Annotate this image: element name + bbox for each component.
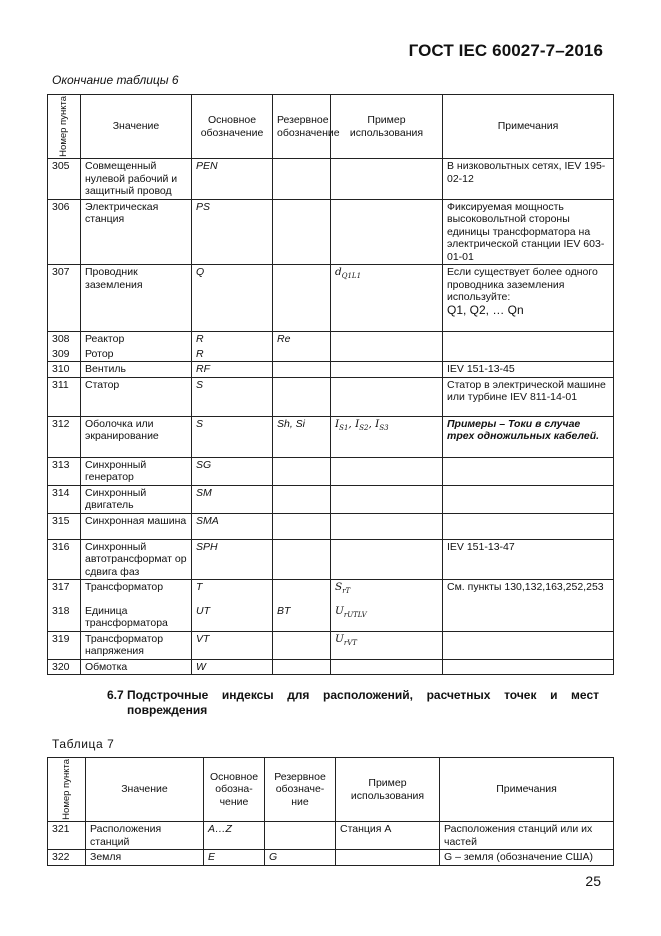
col-header-main: Основное обозна-чение — [204, 758, 265, 822]
table-row — [48, 631, 614, 659]
row-meaning: Совмещенный нулевой рабочий и защитный провод — [81, 159, 192, 200]
row-num: 308 — [48, 332, 81, 347]
row-example: $U_{rVT}$ — [331, 631, 443, 659]
row-notes — [443, 485, 614, 513]
row-notes: IEV 151-13-45 — [443, 362, 614, 378]
row-notes — [443, 659, 614, 675]
row-num: 318 — [48, 604, 81, 632]
row-meaning: Ротор — [81, 347, 192, 362]
row-reserve — [273, 631, 331, 659]
table6-caption: Окончание таблицы 6 — [52, 73, 179, 87]
section-heading — [107, 688, 599, 718]
row-num: 305 — [48, 159, 81, 200]
row-main: PS — [192, 199, 273, 265]
row-example — [331, 457, 443, 485]
table7-header-row — [48, 758, 614, 822]
row-meaning: Трансформатор напряжения — [81, 631, 192, 659]
standard-header: ГОСТ IEC 60027-7–2016 — [408, 41, 603, 60]
row-reserve: BT — [273, 604, 331, 632]
row-notes: См. пункты 130,132,163,252,253 — [443, 580, 614, 632]
table-row — [48, 362, 614, 378]
row-num: 314 — [48, 485, 81, 513]
table-row — [48, 377, 614, 416]
row-main: SG — [192, 457, 273, 485]
row-notes: В низковольтных сетях, IEV 195-02-12 — [443, 159, 614, 200]
row-main: T — [192, 580, 273, 604]
table-row — [48, 265, 614, 332]
row-meaning: Синхронный автотрансформат ор сдвига фаз — [81, 539, 192, 580]
row-main: W — [192, 659, 273, 675]
row-notes — [443, 513, 614, 539]
row-main: SMA — [192, 513, 273, 539]
col-header-num: Номер пункта — [48, 758, 86, 822]
row-meaning: Оболочка или экранирование — [81, 416, 192, 457]
row-reserve — [273, 539, 331, 580]
table-row — [48, 539, 614, 580]
row-example — [336, 850, 440, 866]
col-header-example: Пример использования — [336, 758, 440, 822]
row-meaning: Расположения станций — [86, 822, 204, 850]
row-num: 312 — [48, 416, 81, 457]
table-row — [48, 659, 614, 675]
col-header-main: Основное обозначение — [192, 95, 273, 159]
row-example — [331, 377, 443, 416]
row-meaning: Единица трансформатора — [81, 604, 192, 632]
row-reserve — [273, 265, 331, 332]
table7-caption: Таблица 7 — [52, 737, 115, 751]
table-row — [48, 822, 614, 850]
row-notes: Фиксируемая мощность высоковольтной стороны единицы трансформатора на электрической станции IEV 603-01-01 — [443, 199, 614, 265]
row-example: $U_{rUTLV}$ — [331, 604, 443, 632]
row-reserve — [273, 485, 331, 513]
table-6 — [47, 94, 614, 675]
row-num: 311 — [48, 377, 81, 416]
row-example — [331, 513, 443, 539]
row-main: E — [204, 850, 265, 866]
section-title: Подстрочные индексы для расположений, расчетных точек и мест повреждения — [127, 688, 599, 717]
row-meaning: Вентиль — [81, 362, 192, 378]
row-meaning: Синхронная машина — [81, 513, 192, 539]
row-num: 310 — [48, 362, 81, 378]
table-row — [48, 485, 614, 513]
row-num: 306 — [48, 199, 81, 265]
row-main: UT — [192, 604, 273, 632]
row-reserve — [273, 580, 331, 604]
table-row — [48, 159, 614, 200]
row-meaning: Трансформатор — [81, 580, 192, 604]
row-main: SPH — [192, 539, 273, 580]
row-main: VT — [192, 631, 273, 659]
section-number: 6.7 — [107, 688, 124, 702]
row-notes: Примеры – Токи в случае трех одножильных кабелей. — [443, 416, 614, 457]
row-notes: G – земля (обозначение США) — [440, 850, 614, 866]
row-meaning: Земля — [86, 850, 204, 866]
row-reserve: G — [265, 850, 336, 866]
row-notes — [443, 631, 614, 659]
row-notes: Расположения станций или их частей — [440, 822, 614, 850]
row-reserve — [265, 822, 336, 850]
table-row — [48, 513, 614, 539]
row-reserve — [273, 377, 331, 416]
row-reserve — [273, 659, 331, 675]
row-num: 317 — [48, 580, 81, 604]
table-7 — [47, 757, 614, 866]
row-reserve: Re — [273, 332, 331, 347]
row-notes: IEV 151-13-47 — [443, 539, 614, 580]
row-example — [331, 659, 443, 675]
table-row — [48, 347, 614, 362]
row-example — [331, 199, 443, 265]
row-num: 321 — [48, 822, 86, 850]
row-main: R — [192, 332, 273, 347]
row-reserve: Sh, Si — [273, 416, 331, 457]
row-meaning: Синхронный двигатель — [81, 485, 192, 513]
row-notes — [443, 332, 614, 347]
row-meaning: Электрическая станция — [81, 199, 192, 265]
row-main: Q — [192, 265, 273, 332]
row-main: PEN — [192, 159, 273, 200]
table-row — [48, 580, 614, 604]
row-main: RF — [192, 362, 273, 378]
row-example — [331, 485, 443, 513]
col-header-example: Пример использования — [331, 95, 443, 159]
table6-header-row — [48, 95, 614, 159]
row-meaning: Обмотка — [81, 659, 192, 675]
row-num: 313 — [48, 457, 81, 485]
row-reserve — [273, 457, 331, 485]
table-row — [48, 850, 614, 866]
row-num: 320 — [48, 659, 81, 675]
table-row — [48, 416, 614, 457]
table-row — [48, 199, 614, 265]
row-example — [331, 332, 443, 347]
row-reserve — [273, 362, 331, 378]
col-header-notes: Примечания — [440, 758, 614, 822]
row-num: 316 — [48, 539, 81, 580]
col-header-meaning: Значение — [86, 758, 204, 822]
row-example — [331, 347, 443, 362]
row-example: $S_{rT}$ — [331, 580, 443, 604]
col-header-notes: Примечания — [443, 95, 614, 159]
row-reserve — [273, 347, 331, 362]
row-example — [331, 539, 443, 580]
row-num: 322 — [48, 850, 86, 866]
row-example — [331, 362, 443, 378]
row-num: 319 — [48, 631, 81, 659]
row-example — [331, 159, 443, 200]
row-main: R — [192, 347, 273, 362]
row-meaning: Проводник заземления — [81, 265, 192, 332]
col-header-num: Номер пункта — [48, 95, 81, 159]
col-header-meaning: Значение — [81, 95, 192, 159]
row-main: S — [192, 377, 273, 416]
row-num: 307 — [48, 265, 81, 332]
row-example: $I_{S1}$, $I_{S2}$, $I_{S3}$ — [331, 416, 443, 457]
row-notes: Если существует более одного проводника заземления используйте: Q1, Q2, … Qn — [443, 265, 614, 332]
row-reserve — [273, 199, 331, 265]
row-meaning: Синхронный генератор — [81, 457, 192, 485]
col-header-reserve: Резервное обозначе-ние — [265, 758, 336, 822]
row-num: 309 — [48, 347, 81, 362]
table-row — [48, 332, 614, 347]
row-meaning: Статор — [81, 377, 192, 416]
row-reserve — [273, 513, 331, 539]
row-example: $d_{Q1L1}$ — [331, 265, 443, 332]
row-num: 315 — [48, 513, 81, 539]
col-header-reserve: Резервное обозначение — [273, 95, 331, 159]
row-notes: Статор в электрической машине или турбине IEV 811-14-01 — [443, 377, 614, 416]
row-main: A…Z — [204, 822, 265, 850]
page-number: 25 — [585, 873, 601, 889]
row-main: SM — [192, 485, 273, 513]
row-reserve — [273, 159, 331, 200]
row-notes — [443, 457, 614, 485]
table-row — [48, 457, 614, 485]
row-example: Станция А — [336, 822, 440, 850]
row-notes — [443, 347, 614, 362]
row-meaning: Реактор — [81, 332, 192, 347]
row-main: S — [192, 416, 273, 457]
